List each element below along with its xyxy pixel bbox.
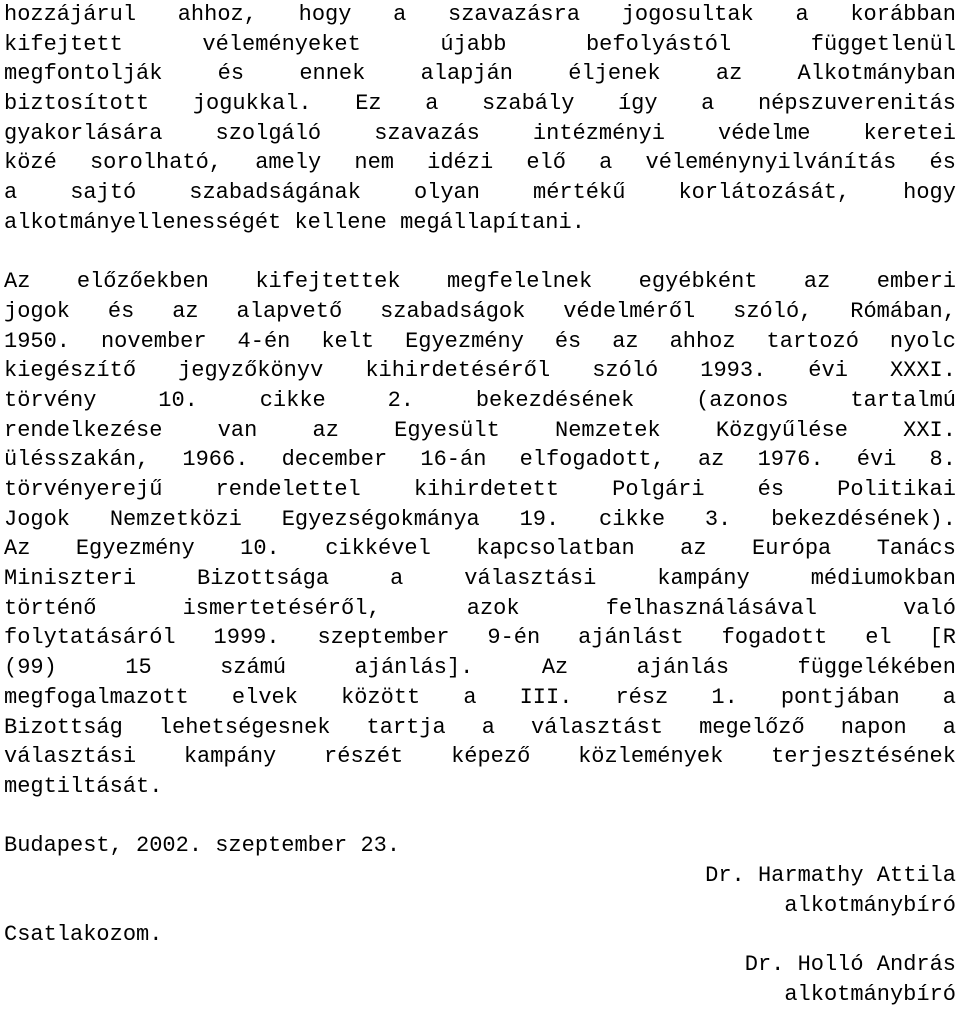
date-line: Budapest, 2002. szeptember 23. <box>4 833 401 859</box>
text-line: kifejtett véleményeket újabb befolyástól függetlenül <box>4 31 956 57</box>
text-line: törvényerejű rendelettel kihirdetett Polgári és Politikai <box>4 477 956 502</box>
text-line: gyakorlására szolgáló szavazás intézményi védelme keretei <box>4 120 956 146</box>
text-line: a sajtó szabadságának olyan mértékű korlátozását, hogy <box>4 180 956 206</box>
text-line: megfontolják és ennek alapján éljenek az Alkotmányban <box>4 61 956 87</box>
text-line: folytatásáról 1999. szeptember 9-én ajánlást fogadott el [R <box>4 625 956 651</box>
text-line: Az Egyezmény 10. cikkével kapcsolatban az Európa Tanács <box>4 536 956 562</box>
paragraph-1 <box>4 0 956 238</box>
text-line: választási kampány részét képező közlemények terjesztésének <box>4 744 956 770</box>
text-line: Az előzőekben kifejtettek megfelelnek egyébként az emberi <box>4 269 956 295</box>
concur-line: Csatlakozom. <box>4 922 163 948</box>
text-line: megfogalmazott elvek között a III. rész 1. pontjában a <box>4 684 956 710</box>
text-line: hozzájárul ahhoz, hogy a szavazásra jogosultak a korábban <box>4 2 956 27</box>
text-line: biztosított jogukkal. Ez a szabály így a népszuverenitás <box>4 91 956 117</box>
text-line: jogok és az alapvető szabadságok védelméről szóló, Rómában, <box>4 298 956 324</box>
text-line: ülésszakán, 1966. december 16-án elfogadott, az 1976. évi 8. <box>4 447 956 473</box>
paragraph-2 <box>4 267 956 801</box>
text-line: történő ismertetéséről, azok felhasználásával való <box>4 595 956 621</box>
text-line: megtiltását. <box>4 773 163 799</box>
spacer <box>4 238 956 268</box>
judge-1-name: Dr. Harmathy Attila <box>705 862 956 888</box>
document-page <box>4 0 956 1009</box>
text-line: 1950. november 4-én kelt Egyezmény és az ahhoz tartozó nyolc <box>4 328 956 354</box>
text-line: (99) 15 számú ajánlás]. Az ajánlás függelékében <box>4 655 956 681</box>
text-line: közé sorolható, amely nem idézi elő a véleménynyilvánítás és <box>4 150 956 176</box>
spacer <box>4 802 956 832</box>
judge-1-title: alkotmánybíró <box>784 892 956 918</box>
judge-2-title: alkotmánybíró <box>784 981 956 1007</box>
text-line: rendelkezése van az Egyesült Nemzetek Közgyűlése XXI. <box>4 417 956 443</box>
text-line: Bizottság lehetségesnek tartja a választást megelőző napon a <box>4 714 956 740</box>
text-line: kiegészítő jegyzőkönyv kihirdetéséről szóló 1993. évi XXXI. <box>4 358 956 384</box>
text-line: alkotmányellenességét kellene megállapítani. <box>4 209 585 235</box>
text-line: törvény 10. cikke 2. bekezdésének (azonos tartalmú <box>4 387 956 413</box>
text-line: Jogok Nemzetközi Egyezségokmánya 19. cikke 3. bekezdésének). <box>4 506 956 532</box>
text-line: Miniszteri Bizottsága a választási kampány médiumokban <box>4 566 956 592</box>
judge-2-name: Dr. Holló András <box>744 952 956 977</box>
